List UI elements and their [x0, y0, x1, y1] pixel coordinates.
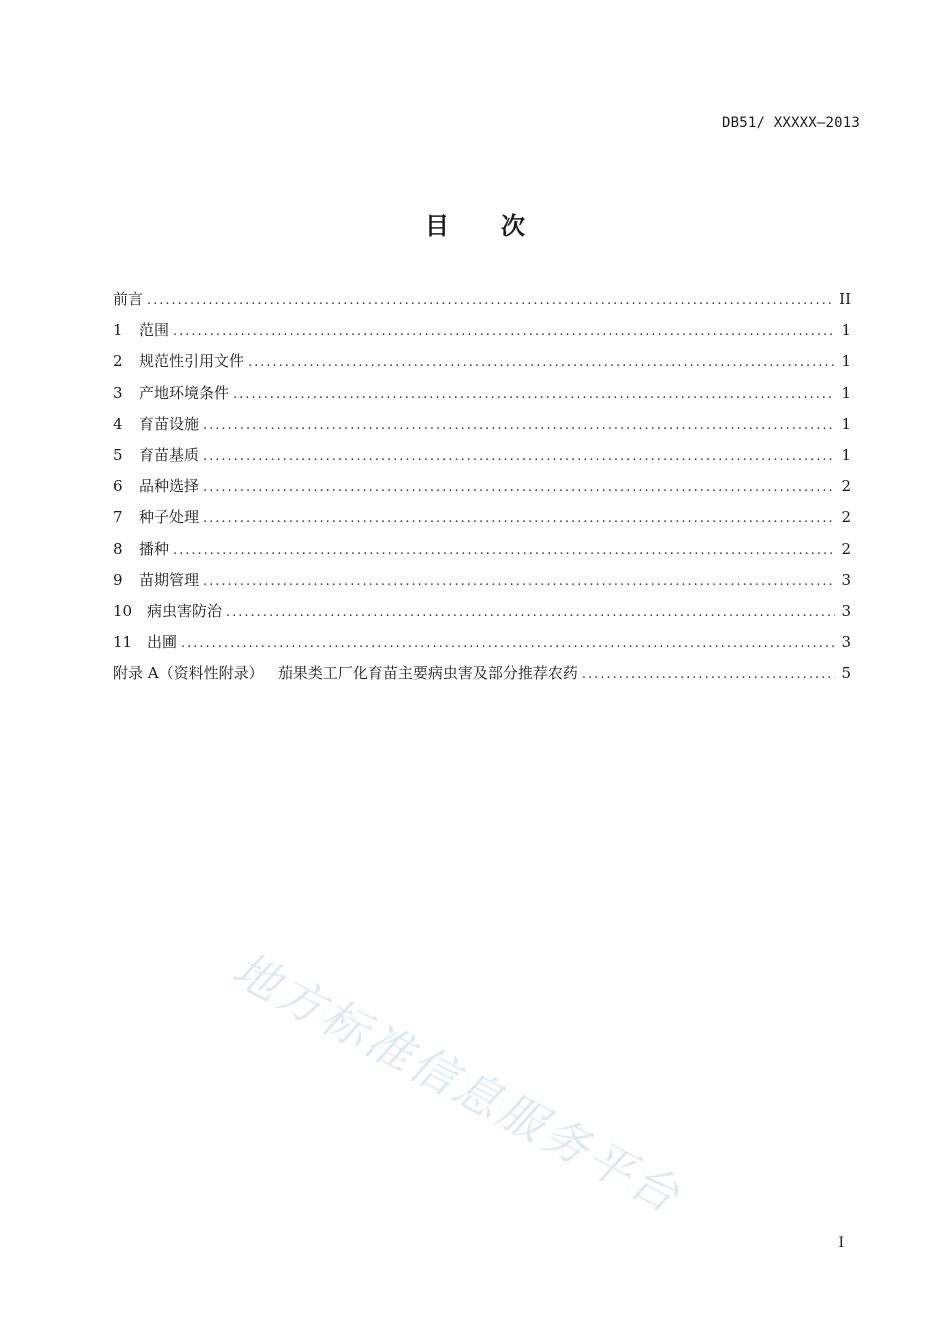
toc-entry-number: 6 — [113, 477, 123, 496]
toc-entry-1[interactable] — [113, 315, 851, 346]
document-code: DB51/ XXXXX—2013 — [721, 115, 860, 131]
toc-entry-label: 育苗设施 — [139, 414, 200, 433]
toc-entry-number: 8 — [113, 539, 123, 558]
toc-entry-11[interactable] — [113, 627, 851, 658]
toc-entry-page: 1 — [841, 352, 851, 371]
toc-entry-number: 7 — [113, 508, 123, 527]
toc-entry-8[interactable] — [113, 534, 851, 565]
toc-entry-10[interactable] — [113, 596, 851, 627]
toc-entry-page: 1 — [841, 414, 851, 433]
toc-entry-3[interactable] — [113, 378, 851, 409]
toc-entry-number: 4 — [113, 414, 123, 433]
toc-entry-label: 前言 — [113, 290, 144, 308]
toc-entry-9[interactable] — [113, 565, 851, 596]
toc-entry-page: 2 — [841, 477, 851, 496]
toc-leader-dots — [233, 379, 835, 410]
toc-entry-number: 3 — [113, 383, 123, 402]
toc-entry-page: 5 — [841, 664, 851, 683]
toc-entry-appendix-a[interactable] — [113, 658, 851, 689]
page-number: I — [838, 1235, 844, 1251]
toc-entry-5[interactable] — [113, 440, 851, 471]
toc-entry-page: II — [839, 290, 851, 308]
toc-entry-page: 1 — [841, 321, 851, 340]
toc-leader-dots — [203, 503, 835, 534]
toc-leader-dots — [173, 535, 835, 566]
toc-leader-dots — [203, 410, 835, 441]
toc-entry-number: 9 — [113, 570, 123, 589]
toc-title-part1: 目 — [425, 212, 449, 240]
toc-entry-foreword[interactable] — [113, 284, 851, 315]
toc-entry-label: 范围 — [139, 321, 170, 340]
table-of-contents — [113, 284, 851, 689]
toc-entry-number: 1 — [113, 321, 123, 340]
toc-leader-dots — [203, 441, 835, 472]
toc-entry-label: 病虫害防治 — [147, 601, 223, 620]
toc-entry-number: 10 — [113, 601, 133, 620]
toc-title — [0, 206, 950, 241]
toc-entry-4[interactable] — [113, 409, 851, 440]
toc-leader-dots — [173, 316, 835, 347]
toc-leader-dots — [181, 628, 835, 659]
toc-entry-page: 3 — [841, 633, 851, 652]
toc-leader-dots — [203, 566, 835, 597]
toc-entry-number: 11 — [113, 633, 133, 652]
toc-entry-2[interactable] — [113, 346, 851, 377]
toc-entry-label: 苗期管理 — [139, 570, 200, 589]
toc-entry-label: 附录 A（资料性附录） 茄果类工厂化育苗主要病虫害及部分推荐农药 — [113, 664, 578, 683]
toc-entry-label: 育苗基质 — [139, 445, 200, 464]
toc-title-part2: 次 — [501, 212, 525, 240]
toc-entry-label: 种子处理 — [139, 508, 200, 527]
toc-entry-label: 出圃 — [147, 633, 178, 652]
toc-entry-page: 3 — [841, 570, 851, 589]
toc-leader-dots — [147, 285, 835, 316]
toc-entry-6[interactable] — [113, 471, 851, 502]
toc-leader-dots — [203, 472, 835, 503]
toc-entry-page: 1 — [841, 445, 851, 464]
toc-leader-dots — [248, 347, 835, 378]
toc-entry-page: 3 — [841, 601, 851, 620]
toc-entry-label: 播种 — [139, 539, 170, 558]
toc-entry-label: 规范性引用文件 — [139, 352, 245, 371]
toc-leader-dots — [226, 597, 835, 628]
toc-leader-dots — [582, 659, 835, 690]
toc-entry-label: 品种选择 — [139, 477, 200, 496]
toc-entry-number: 2 — [113, 352, 123, 371]
toc-entry-7[interactable] — [113, 502, 851, 533]
toc-entry-label: 产地环境条件 — [139, 383, 230, 402]
toc-entry-page: 2 — [841, 539, 851, 558]
toc-entry-number: 5 — [113, 445, 123, 464]
watermark-text: 地方标准信息服务平台 — [223, 941, 691, 1225]
toc-entry-page: 1 — [841, 383, 851, 402]
toc-entry-page: 2 — [841, 508, 851, 527]
